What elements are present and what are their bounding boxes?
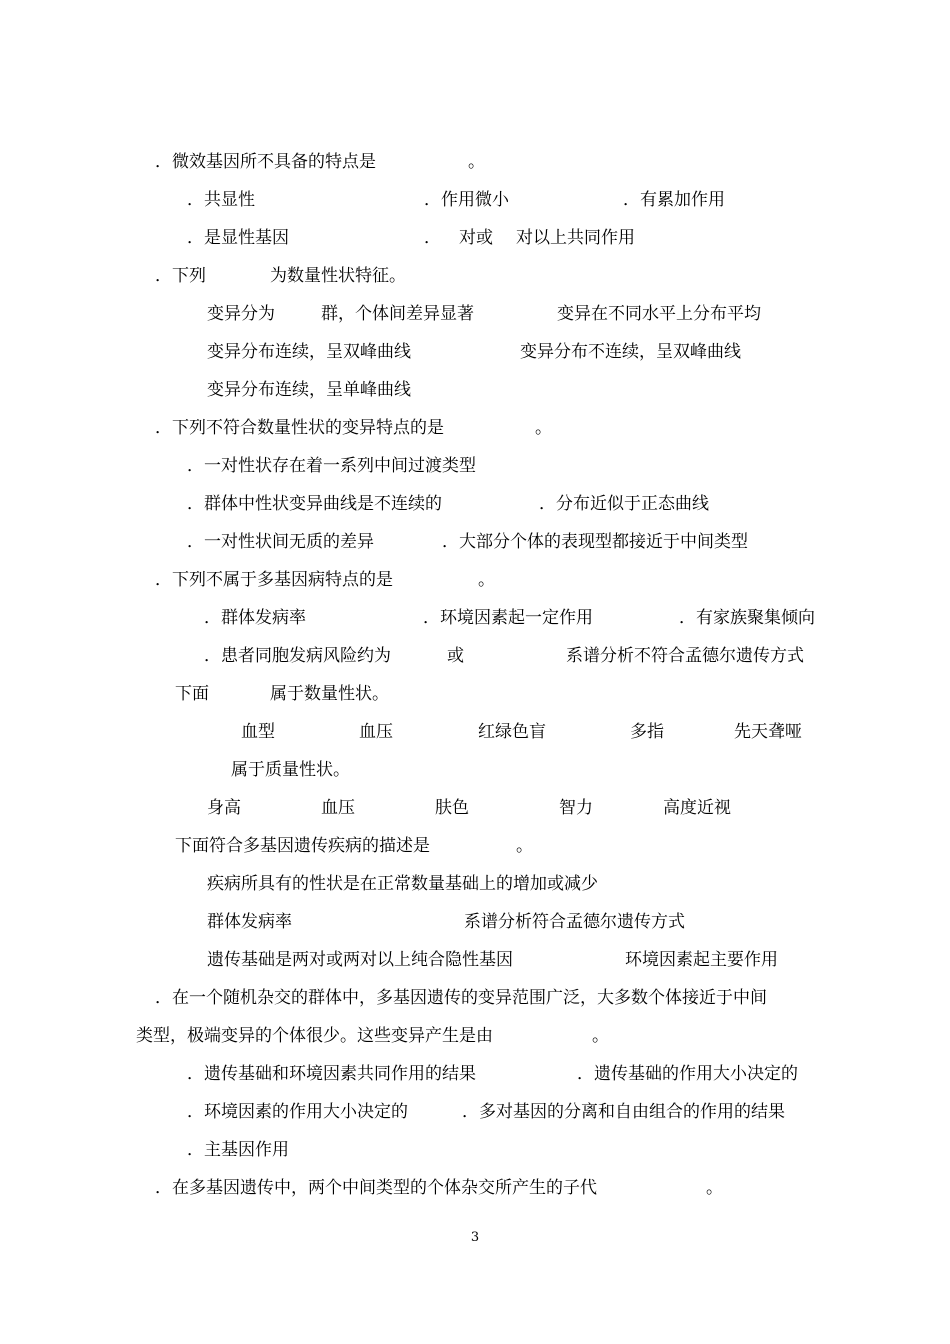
q1-option-a: ．共显性 xyxy=(187,190,255,210)
q1-option-e-part1: 对或 xyxy=(459,228,493,248)
q4-stem-end: 。 xyxy=(478,570,495,590)
q9-stem: ．在多基因遗传中，两个中间类型的个体杂交所产生的子代 xyxy=(155,1178,597,1198)
q4-option-c: ．有家族聚集倾向 xyxy=(679,608,815,628)
q9-stem-end: 。 xyxy=(706,1178,723,1198)
q8-option-a: ．遗传基础和环境因素共同作用的结果 xyxy=(187,1064,476,1084)
q8-stem-end: 。 xyxy=(592,1026,609,1046)
q2-option-c: 变异分布连续，呈双峰曲线 xyxy=(207,342,411,362)
q7-option-d: 遗传基础是两对或两对以上纯合隐性基因 xyxy=(207,950,513,970)
q5-option-b: 血压 xyxy=(359,722,393,742)
q1-option-c: ．有累加作用 xyxy=(623,190,725,210)
q2-option-b: 变异在不同水平上分布平均 xyxy=(557,304,761,324)
q6-option-b: 血压 xyxy=(321,798,355,818)
q4-stem: ．下列不属于多基因病特点的是 xyxy=(155,570,393,590)
page-number: 3 xyxy=(470,1230,480,1245)
q3-option-c: ．分布近似于正态曲线 xyxy=(539,494,709,514)
q1-option-d: ．是显性基因 xyxy=(187,228,289,248)
q5-option-c: 红绿色盲 xyxy=(478,722,546,742)
q4-option-d-part2: 或 xyxy=(447,646,464,666)
q3-stem: ．下列不符合数量性状的变异特点的是 xyxy=(155,418,444,438)
q3-option-e: ．大部分个体的表现型都接近于中间类型 xyxy=(442,532,748,552)
q3-option-b: ．群体中性状变异曲线是不连续的 xyxy=(187,494,442,514)
q6-option-a: 身高 xyxy=(207,798,241,818)
q4-option-d-part1: ．患者同胞发病风险约为 xyxy=(204,646,391,666)
q2-option-a-part1: 变异分为 xyxy=(207,304,275,324)
q7-option-a: 疾病所具有的性状是在正常数量基础上的增加或减少 xyxy=(207,874,598,894)
q1-option-b: ．作用微小 xyxy=(424,190,509,210)
q1-stem-end: 。 xyxy=(468,152,485,172)
q2-option-a-part2: 群，个体间差异显著 xyxy=(321,304,474,324)
q8-option-c: ．环境因素的作用大小决定的 xyxy=(187,1102,408,1122)
q5-option-a: 血型 xyxy=(241,722,275,742)
q3-option-d: ．一对性状间无质的差异 xyxy=(187,532,374,552)
q4-option-b: ．环境因素起一定作用 xyxy=(423,608,593,628)
q8-stem-line2: 类型，极端变异的个体很少。这些变异产生是由 xyxy=(136,1026,493,1046)
q5-stem-part1: 下面 xyxy=(175,684,209,704)
q2-stem-start: ．下列 xyxy=(155,266,206,286)
q3-stem-end: 。 xyxy=(535,418,552,438)
q3-option-a: ．一对性状存在着一系列中间过渡类型 xyxy=(187,456,476,476)
q2-option-d: 变异分布不连续，呈双峰曲线 xyxy=(520,342,741,362)
q2-option-e: 变异分布连续，呈单峰曲线 xyxy=(207,380,411,400)
q7-option-c: 系谱分析符合孟德尔遗传方式 xyxy=(464,912,685,932)
q7-option-b: 群体发病率 xyxy=(207,912,292,932)
q5-option-d: 多指 xyxy=(630,722,664,742)
q6-stem: 属于质量性状。 xyxy=(231,760,350,780)
q4-option-a: ．群体发病率 xyxy=(204,608,306,628)
q7-stem-end: 。 xyxy=(516,836,533,856)
q1-stem: ．微效基因所不具备的特点是 xyxy=(155,152,376,172)
q8-option-e: ．主基因作用 xyxy=(187,1140,289,1160)
q1-option-e-part2: 对以上共同作用 xyxy=(516,228,635,248)
q8-option-b: ．遗传基础的作用大小决定的 xyxy=(577,1064,798,1084)
q5-stem-part2: 属于数量性状。 xyxy=(270,684,389,704)
q2-stem-rest: 为数量性状特征。 xyxy=(270,266,406,286)
q6-option-e: 高度近视 xyxy=(663,798,731,818)
q8-stem-line1: ．在一个随机杂交的群体中，多基因遗传的变异范围广泛，大多数个体接近于中间 xyxy=(155,988,767,1008)
q5-option-e: 先天聋哑 xyxy=(734,722,802,742)
q6-option-d: 智力 xyxy=(559,798,593,818)
q7-option-e: 环境因素起主要作用 xyxy=(625,950,778,970)
q7-stem: 下面符合多基因遗传疾病的描述是 xyxy=(175,836,430,856)
q6-option-c: 肤色 xyxy=(435,798,469,818)
q4-option-e: 系谱分析不符合孟德尔遗传方式 xyxy=(566,646,804,666)
q8-option-d: ．多对基因的分离和自由组合的作用的结果 xyxy=(462,1102,785,1122)
q1-option-e-dot: ． xyxy=(424,228,441,248)
